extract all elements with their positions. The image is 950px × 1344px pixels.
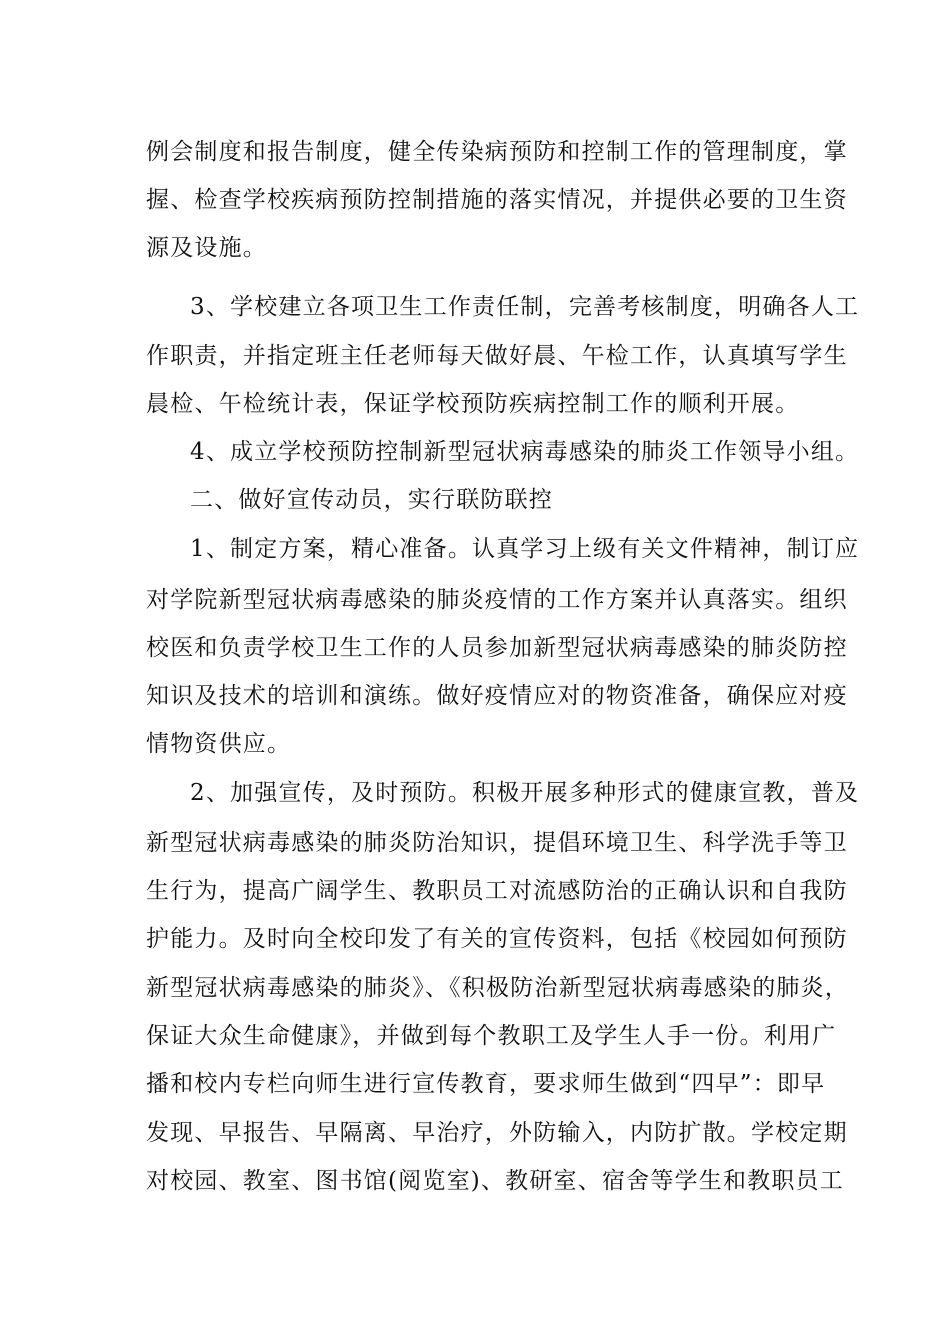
text-line: 保证大众生命健康》，并做到每个教职工及学生人手一份。利用广 — [146, 1023, 837, 1049]
paragraph-start-line: 1、制定方案，精心准备。认真学习上级有关文件精神，制订应 — [190, 536, 860, 562]
text-line: 播和校内专栏向师生进行宣传教育，要求师生做到“四早”：即早 — [146, 1071, 826, 1097]
text-line: 晨检、午检统计表，保证学校预防疾病控制工作的顺利开展。 — [146, 391, 800, 417]
text-line: 护能力。及时向全校印发了有关的宣传资料，包括《校园如何预防 — [146, 926, 848, 952]
section-heading: 二、做好宣传动员，实行联防联控 — [190, 487, 553, 513]
text-line: 源及设施。 — [146, 235, 267, 261]
text-line: 握、检查学校疾病预防控制措施的落实情况，并提供必要的卫生资 — [146, 187, 848, 213]
paragraph-start-line: 3、学校建立各项卫生工作责任制，完善考核制度，明确各人工 — [190, 294, 860, 320]
text-line: 知识及技术的培训和演练。做好疫情应对的物资准备，确保应对疫 — [146, 683, 848, 709]
text-line: 新型冠状病毒感染的肺炎防治知识，提倡环境卫生、科学洗手等卫 — [146, 830, 848, 856]
text-line: 校医和负责学校卫生工作的人员参加新型冠状病毒感染的肺炎防控 — [146, 635, 848, 661]
text-line: 新型冠状病毒感染的肺炎》、《积极防治新型冠状病毒感染的肺炎， — [146, 975, 849, 1001]
text-line: 例会制度和报告制度，健全传染病预防和控制工作的管理制度，掌 — [146, 139, 848, 165]
paragraph-start-line: 2、加强宣传，及时预防。积极开展多种形式的健康宣教，普及 — [190, 780, 860, 806]
text-line: 情物资供应。 — [146, 731, 292, 757]
text-line: 对校园、教室、图书馆(阅览室)、教研室、宿舍等学生和教职员工 — [146, 1168, 844, 1194]
text-line: 生行为，提高广阔学生、教职员工对流感防治的正确认识和自我防 — [146, 878, 848, 904]
paragraph-start-line: 4、成立学校预防控制新型冠状病毒感染的肺炎工作领导小组。 — [190, 439, 860, 465]
text-line: 对学院新型冠状病毒感染的肺炎疫情的工作方案并认真落实。组织 — [146, 587, 848, 613]
text-line: 作职责，并指定班主任老师每天做好晨、午检工作，认真填写学生 — [146, 343, 848, 369]
text-line: 发现、早报告、早隔离、早治疗，外防输入，内防扩散。学校定期 — [146, 1120, 848, 1146]
